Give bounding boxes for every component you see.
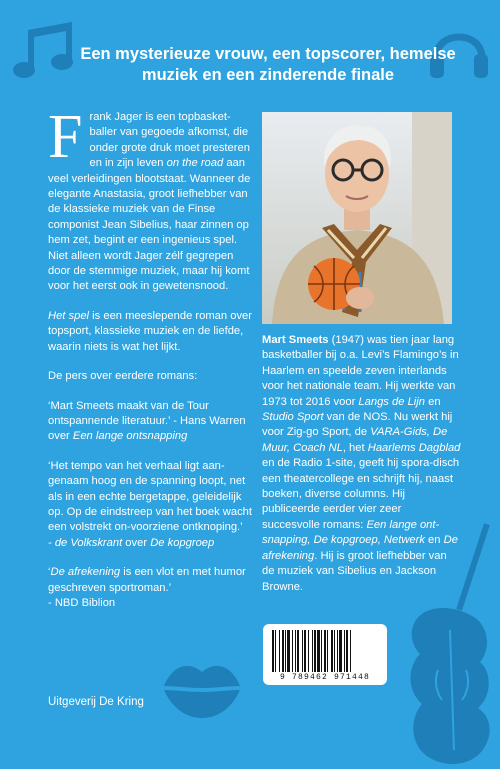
bio-emphasis: VARA-Gids, De Muur, Coach NL [262, 426, 448, 454]
quote-source-mid: over [122, 536, 151, 549]
cover-headline: Een mysterieuze vrouw, een topscorer, hemelse muziek en een zinderende finale [80, 45, 456, 84]
bio-text: , het [342, 441, 368, 454]
quote-text: ‘Mart Smeets maakt van de Tour ontspannende literatuur.’ - Hans Warren over [48, 399, 246, 443]
intro-text-1: rank Jager is een topbasket-baller van gegoede afkomst, die onder grote druk moet presteren en in zijn leven [89, 111, 250, 170]
bio-emphasis: Studio Sport [262, 411, 324, 424]
bio-emphasis: De afrekening [262, 534, 458, 562]
press-quote-1 [48, 399, 253, 445]
author-photo [262, 112, 452, 324]
kiss-lips-icon [162, 656, 242, 720]
drop-cap: F [48, 103, 83, 171]
bio-emphasis: Langs de Lijn [358, 395, 425, 408]
bio-text: . Hij is groot liefhebber van de muziek van Sibelius en Jackson Browne. [262, 549, 447, 593]
barcode [263, 624, 387, 685]
quote-title: De afrekening [50, 566, 121, 579]
intro-emphasis: on the road [166, 157, 224, 170]
music-note-icon [12, 22, 78, 82]
quote-text: is een vlot en met humor geschreven sportroman.’ [48, 566, 246, 594]
summary-paragraph [48, 309, 253, 355]
bio-emphasis: Haarlems Dagblad [367, 441, 461, 454]
author-bio [262, 333, 462, 595]
author-name: Mart Smeets [262, 334, 329, 346]
bio-text: van de NOS. Nu werkt hij voor Zig-go Sport, de [262, 411, 453, 439]
press-heading: De pers over eerdere romans: [48, 370, 198, 383]
publisher-name: Uitgeverij De Kring [48, 696, 144, 708]
intro-paragraph [48, 103, 253, 295]
isbn-number: 9 789462 971448 [279, 673, 370, 682]
bio-text: en [424, 395, 441, 408]
barcode-bars [271, 630, 379, 672]
press-quote-2 [48, 459, 253, 551]
summary-text: is een meeslepende roman over topsport, klassieke muziek en de liefde, waarin niets is wat het lijkt. [48, 309, 252, 353]
quote-text: ‘Het tempo van het verhaal ligt aan-genaam hoog en de spanning loopt, net als in een echte bergetappe, geleidelijk op. Op de eindstreep van het boek wacht een volstrekt on-voorziene ontknoping.’ [48, 459, 252, 534]
bio-emphasis: Een lange ont-snapping, De kopgroep, Netwerk [262, 518, 440, 547]
press-quote-3: ‘De afrekening is een vlot en met humor geschreven sportroman.’ - NBD Biblion [48, 566, 246, 609]
book-title: Het spel [48, 309, 90, 322]
bio-text: en de Radio 1-site, geeft hij spora-disch een theatercollege en schrijft hij, naast boeken, diverse columns. Hij publiceerde eerder vier zeer succesvolle romans: [262, 457, 460, 531]
intro-text-2: aan veel verleidingen blootstaat. Wanneer de elegante Anastasia, groot liefhebber van de klassieke muziek van de Finse componist Jean Sibelius, haar zinnen op hem zet, begint er een ingenieus spel. Niet alleen wordt Jager zélf gegrepen door de stemmige muziek, maar hij komt voor het eerst ook in gewetensnood. [48, 157, 251, 293]
quote-title: De kopgroep [150, 536, 215, 549]
bio-text: en [424, 534, 444, 547]
bio-text: (1947) was tien jaar lang basketballer bij o.a. Levi’s Flamingo’s in Haarlem en speelde zeven interlands voor het nationale team. Hij werkte van 1973 tot 2016 voor [262, 334, 459, 408]
quote-title: Een lange ontsnapping [72, 430, 188, 443]
quote-source: - de Volkskrant [48, 536, 123, 549]
blurb-column [48, 103, 253, 625]
quote-source: - NBD Biblion [48, 596, 116, 609]
